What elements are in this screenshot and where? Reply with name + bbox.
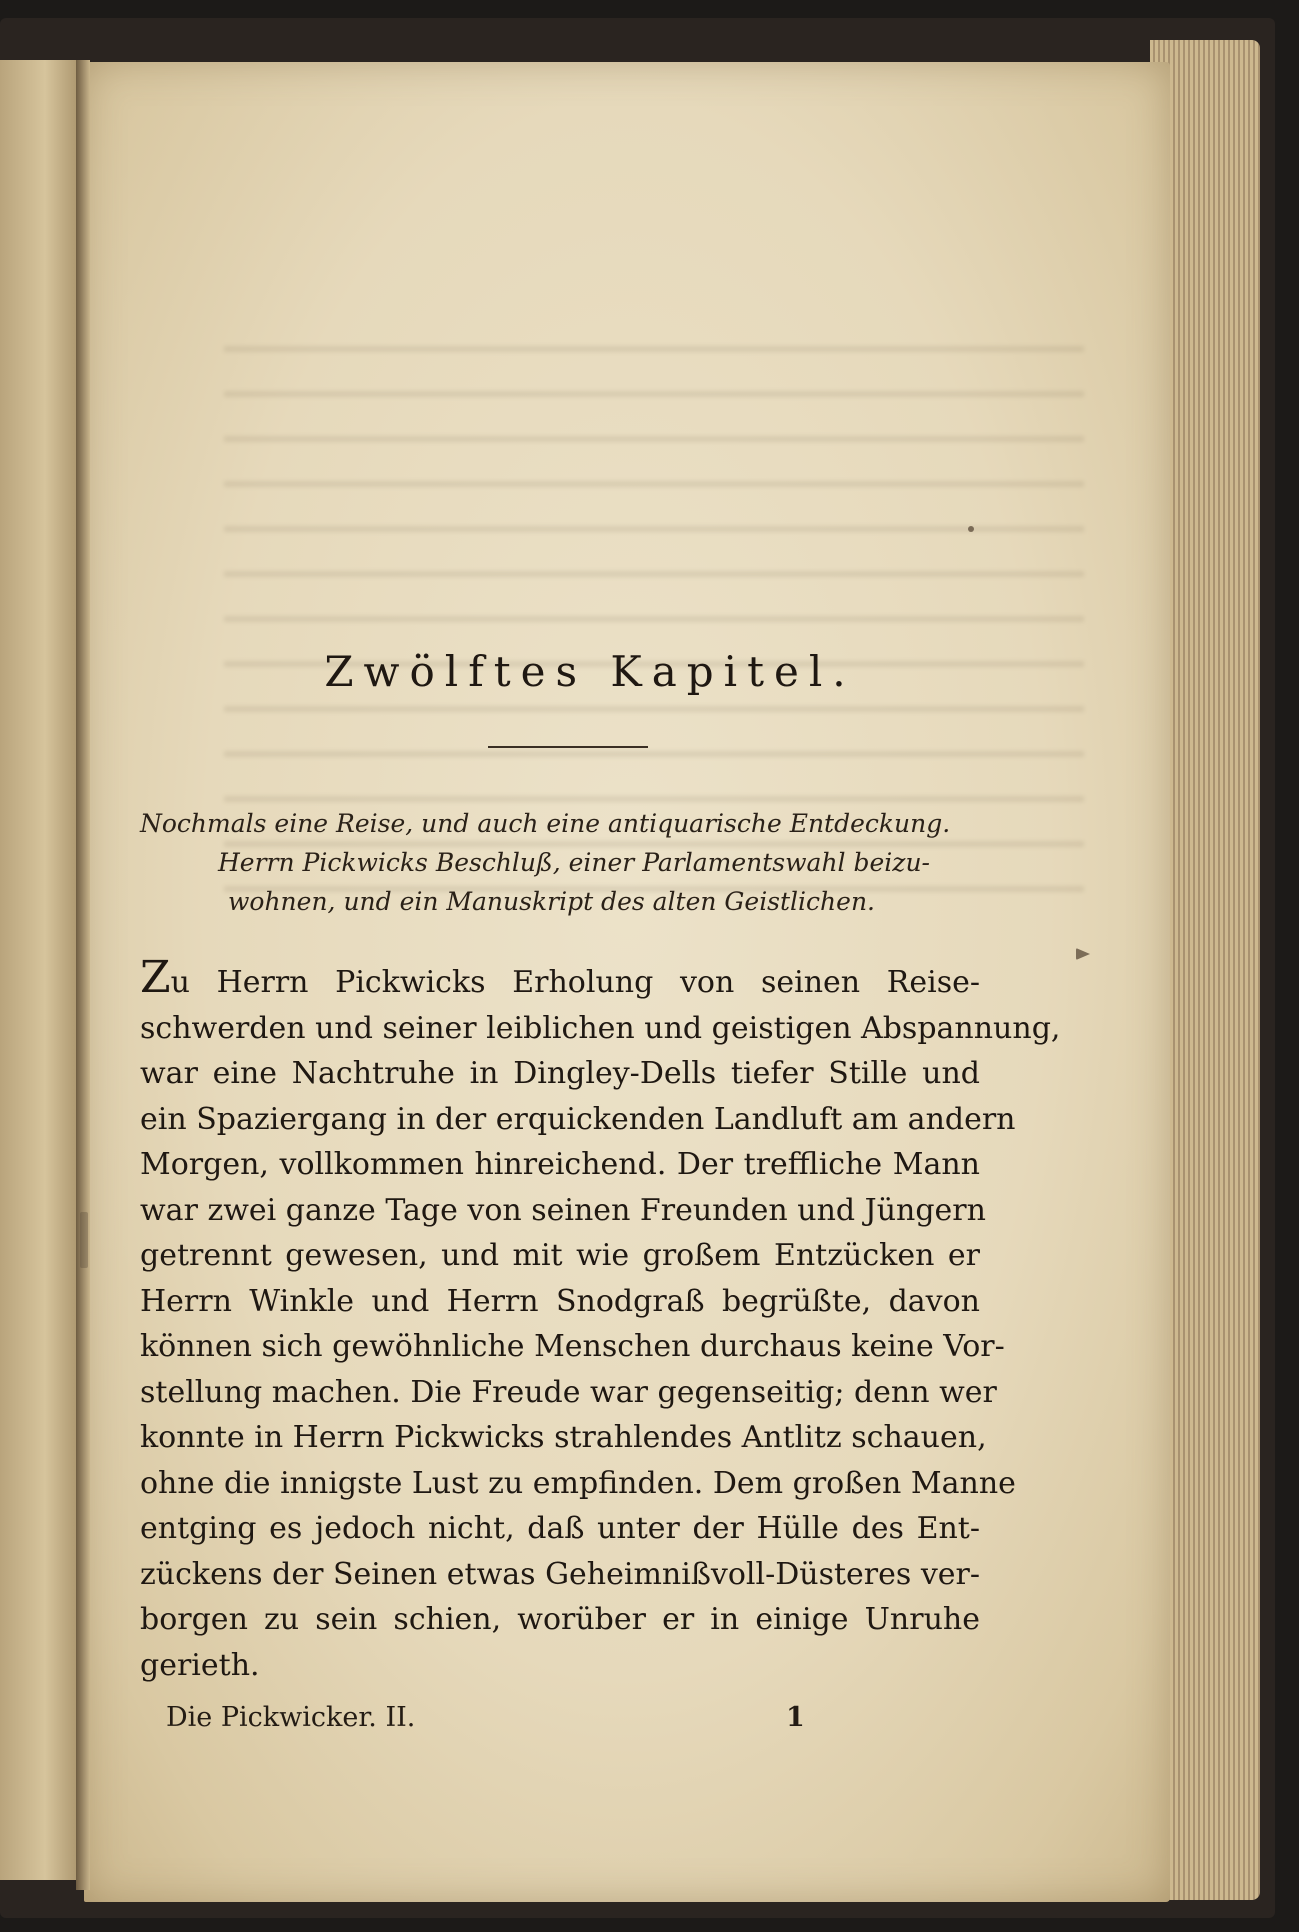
body-line: können sich gewöhnliche Menschen durchaus keine Vor-: [140, 1329, 1005, 1364]
page-number: 1: [786, 1702, 805, 1733]
body-line: ohne die innigste Lust zu empfinden. Dem großen Manne: [140, 1465, 1016, 1501]
body-line: getrennt gewesen, und mit wie großem Entzücken er: [140, 1238, 980, 1273]
body-line: zückens der Seinen etwas Geheimnißvoll-Düsteres ver-: [140, 1556, 980, 1592]
body-line-text: u Herrn Pickwicks Erholung von seinen Reise-: [170, 965, 980, 1000]
gutter: [76, 60, 90, 1890]
body-line: Herrn Winkle und Herrn Snodgraß begrüßte, davon: [140, 1283, 980, 1319]
summary-line: Nochmals eine Reise, und auch eine antiquarische Entdeckung.: [140, 809, 951, 838]
title-rule: [488, 746, 648, 748]
body-line: [140, 952, 980, 1006]
printer-signature: Die Pickwicker. II.: [166, 1702, 416, 1733]
page-footer: [140, 1696, 980, 1740]
body-line: konnte in Herrn Pickwicks strahlendes Antlitz schauen,: [140, 1420, 987, 1455]
page-content: [140, 640, 1061, 1740]
body-line: borgen zu sein schien, worüber er in einige Unruhe: [140, 1602, 980, 1637]
body-line: gerieth.: [140, 1647, 260, 1683]
body-line: schwerden und seiner leiblichen und geistigen Abspannung,: [140, 1010, 1061, 1046]
summary-line: Herrn Pickwicks Beschluß, einer Parlamentswahl beizu-: [218, 848, 930, 877]
chapter-title: Zwölftes Kapitel.: [324, 647, 856, 696]
paper-stain: [80, 1212, 88, 1268]
chapter-summary: [140, 804, 980, 921]
body-line: ein Spaziergang in der erquickenden Landluft am andern: [140, 1101, 1016, 1137]
previous-page-edge: [0, 60, 82, 1880]
initial-letter: Z: [140, 952, 171, 1003]
body-line: stellung machen. Die Freude war gegenseitig; denn wer: [140, 1374, 997, 1410]
body-line: entging es jedoch nicht, daß unter der Hülle des Ent-: [140, 1511, 980, 1546]
body-line: war zwei ganze Tage von seinen Freunden und Jüngern: [140, 1192, 986, 1228]
summary-line: wohnen, und ein Manuskript des alten Geistlichen.: [228, 887, 875, 916]
ink-speck: [968, 526, 974, 532]
body-line: war eine Nachtruhe in Dingley-Dells tiefer Stille und: [140, 1056, 980, 1091]
body-text: [140, 952, 1061, 1688]
body-line: Morgen, vollkommen hinreichend. Der treffliche Mann: [140, 1147, 980, 1182]
